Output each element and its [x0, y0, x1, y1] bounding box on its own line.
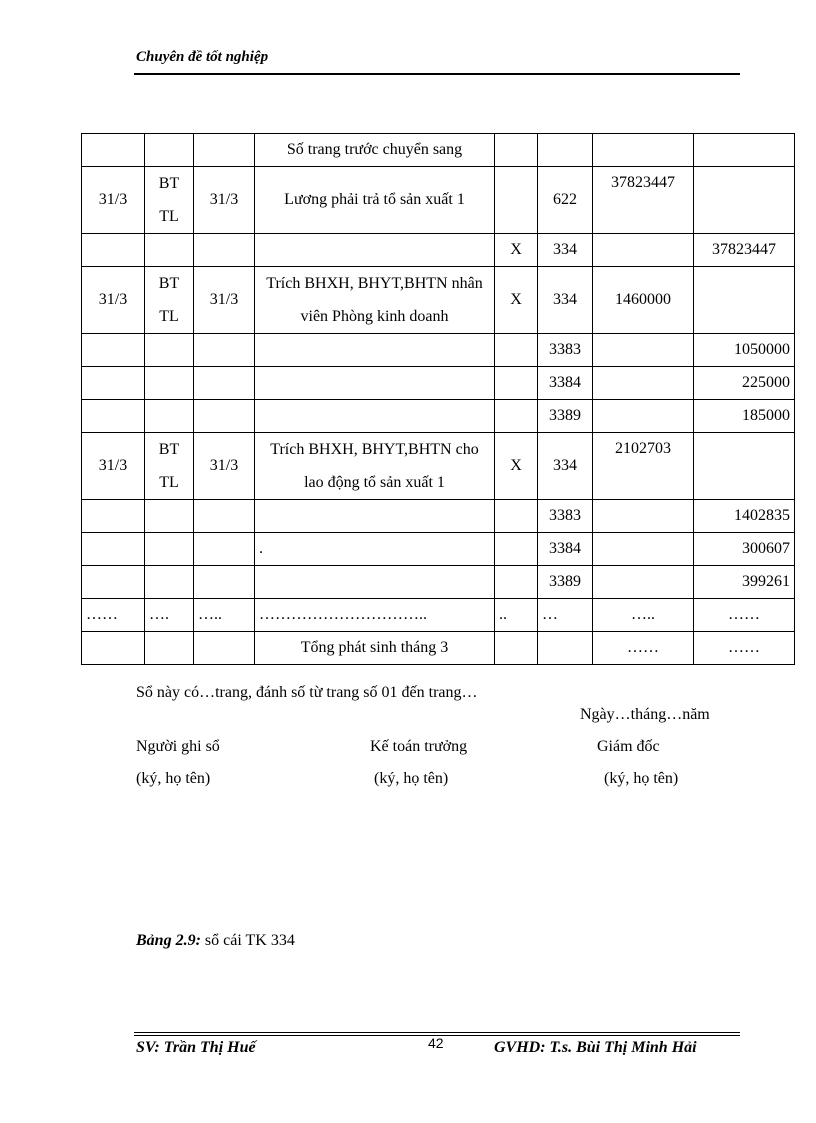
- cell: [82, 500, 145, 533]
- table-row: [82, 599, 795, 632]
- signer-role-director: Giám đốc: [597, 738, 660, 755]
- cell: [255, 400, 495, 433]
- cell: [593, 367, 694, 400]
- page-number: 42: [428, 1035, 444, 1051]
- cell: [593, 533, 694, 566]
- cell: [495, 533, 538, 566]
- ellipsis-cell: …………………………..: [255, 599, 495, 632]
- cell: [145, 367, 194, 400]
- cell: [593, 234, 694, 267]
- doc-date: 31/3: [194, 433, 255, 500]
- cell: [145, 500, 194, 533]
- total-debit: ……: [593, 632, 694, 665]
- table-row: [82, 367, 795, 400]
- doc-number-line1: BT: [158, 175, 180, 192]
- cell: [194, 334, 255, 367]
- entry-description: Trích BHXH, BHYT,BHTN nhân viên Phòng kinh doanh: [255, 267, 495, 334]
- account-number: 3384: [538, 367, 593, 400]
- cell: [593, 500, 694, 533]
- cell: [694, 167, 795, 234]
- cell: [255, 334, 495, 367]
- ellipsis-cell: …..: [194, 599, 255, 632]
- cell: [495, 400, 538, 433]
- ledger-table: [81, 133, 795, 665]
- debit-amount: 1460000: [593, 267, 694, 334]
- entry-description: .: [255, 533, 495, 566]
- signer-role-chief-accountant: Kế toán trưởng: [370, 738, 468, 755]
- cell: [495, 632, 538, 665]
- cell: [194, 367, 255, 400]
- cell: [145, 566, 194, 599]
- signer-sign-recorder: (ký, họ tên): [136, 770, 211, 787]
- total-label: Tổng phát sinh tháng 3: [255, 632, 495, 665]
- ellipsis-cell: ……: [694, 599, 795, 632]
- mark: X: [495, 267, 538, 334]
- ellipsis-cell: ….: [145, 599, 194, 632]
- cell: [82, 566, 145, 599]
- cell: [495, 566, 538, 599]
- doc-number: [145, 167, 194, 234]
- doc-date: 31/3: [194, 167, 255, 234]
- account-number: 622: [538, 167, 593, 234]
- cell: [694, 134, 795, 167]
- table-row: [82, 234, 795, 267]
- footer-advisor: GVHD: T.s. Bùi Thị Minh Hải: [494, 1039, 697, 1056]
- cell: [593, 334, 694, 367]
- account-number: 3389: [538, 400, 593, 433]
- debit-amount: 2102703: [593, 433, 694, 500]
- header-title: Chuyên đề tốt nghiệp: [136, 49, 269, 65]
- cell: [194, 500, 255, 533]
- mark: X: [495, 234, 538, 267]
- cell: [82, 134, 145, 167]
- doc-number-line2: TL: [159, 208, 179, 225]
- signer-sign-director: (ký, họ tên): [604, 770, 679, 787]
- table-row: [82, 400, 795, 433]
- table-row: [82, 334, 795, 367]
- caption-text: sổ cái TK 334: [200, 932, 295, 949]
- cell: [194, 134, 255, 167]
- entry-description: Trích BHXH, BHYT,BHTN cho lao động tổ sản xuất 1: [255, 433, 495, 500]
- cell: [145, 400, 194, 433]
- cell: [145, 134, 194, 167]
- entry-date: 31/3: [82, 433, 145, 500]
- doc-number-line2: TL: [159, 474, 179, 491]
- account-number: 334: [538, 267, 593, 334]
- credit-amount: 1050000: [694, 334, 795, 367]
- cell: [495, 334, 538, 367]
- credit-amount: 37823447: [694, 234, 795, 267]
- cell: [82, 367, 145, 400]
- cell: [145, 632, 194, 665]
- ellipsis-cell: ……: [82, 599, 145, 632]
- total-credit: ……: [694, 632, 795, 665]
- ellipsis-cell: ..: [495, 599, 538, 632]
- cell: [495, 500, 538, 533]
- table-caption: [136, 932, 295, 950]
- doc-number: [145, 433, 194, 500]
- cell: [194, 533, 255, 566]
- cell: [82, 334, 145, 367]
- footer-rule: [134, 1032, 740, 1033]
- ellipsis-cell: …: [538, 599, 593, 632]
- signer-sign-chief-accountant: (ký, họ tên): [374, 770, 449, 787]
- cell: [145, 334, 194, 367]
- header-rule: [134, 73, 740, 75]
- account-number: 3383: [538, 334, 593, 367]
- cell: [194, 400, 255, 433]
- account-number: 3383: [538, 500, 593, 533]
- table-row: [82, 433, 795, 500]
- debit-amount: 37823447: [593, 167, 694, 234]
- table-row: [82, 167, 795, 234]
- cell: [255, 234, 495, 267]
- credit-amount: 1402835: [694, 500, 795, 533]
- cell: [694, 267, 795, 334]
- cell: [495, 367, 538, 400]
- doc-number-line2: TL: [159, 308, 179, 325]
- cell: [593, 134, 694, 167]
- doc-number-line1: BT: [158, 441, 180, 458]
- account-number: 334: [538, 433, 593, 500]
- ellipsis-cell: …..: [593, 599, 694, 632]
- signer-role-recorder: Người ghi sổ: [136, 738, 220, 755]
- cell: [194, 566, 255, 599]
- credit-amount: 185000: [694, 400, 795, 433]
- footer-student: SV: Trần Thị Huế: [136, 1039, 256, 1056]
- table-row: [82, 533, 795, 566]
- account-number: 3389: [538, 566, 593, 599]
- cell: [82, 533, 145, 566]
- cell: [82, 400, 145, 433]
- cell: [145, 533, 194, 566]
- cell: [194, 234, 255, 267]
- doc-number: [145, 267, 194, 334]
- cell: [538, 134, 593, 167]
- cell: [255, 367, 495, 400]
- table-row: [82, 500, 795, 533]
- mark: X: [495, 433, 538, 500]
- credit-amount: 300607: [694, 533, 795, 566]
- doc-date: 31/3: [194, 267, 255, 334]
- cell: [145, 234, 194, 267]
- table-row: [82, 134, 795, 167]
- cell: [495, 134, 538, 167]
- cell: [593, 400, 694, 433]
- table-row: [82, 632, 795, 665]
- table-row: [82, 267, 795, 334]
- doc-number-line1: BT: [158, 275, 180, 292]
- entry-description: [255, 566, 495, 599]
- cell: [82, 234, 145, 267]
- cell: [495, 167, 538, 234]
- credit-amount: 399261: [694, 566, 795, 599]
- cell: [538, 632, 593, 665]
- date-line: Ngày…tháng…năm: [580, 706, 710, 723]
- credit-amount: 225000: [694, 367, 795, 400]
- cell: [82, 632, 145, 665]
- entry-date: 31/3: [82, 267, 145, 334]
- account-number: 334: [538, 234, 593, 267]
- pages-note: Sổ này có…trang, đánh số từ trang số 01 đến trang…: [136, 684, 478, 701]
- carry-forward-label: Số trang trước chuyển sang: [255, 134, 495, 167]
- caption-label: Bảng 2.9:: [136, 932, 201, 949]
- cell: [593, 566, 694, 599]
- entry-date: 31/3: [82, 167, 145, 234]
- cell: [694, 433, 795, 500]
- entry-description: [255, 500, 495, 533]
- cell: [194, 632, 255, 665]
- entry-description: Lương phải trả tổ sản xuất 1: [255, 167, 495, 234]
- account-number: 3384: [538, 533, 593, 566]
- table-row: [82, 566, 795, 599]
